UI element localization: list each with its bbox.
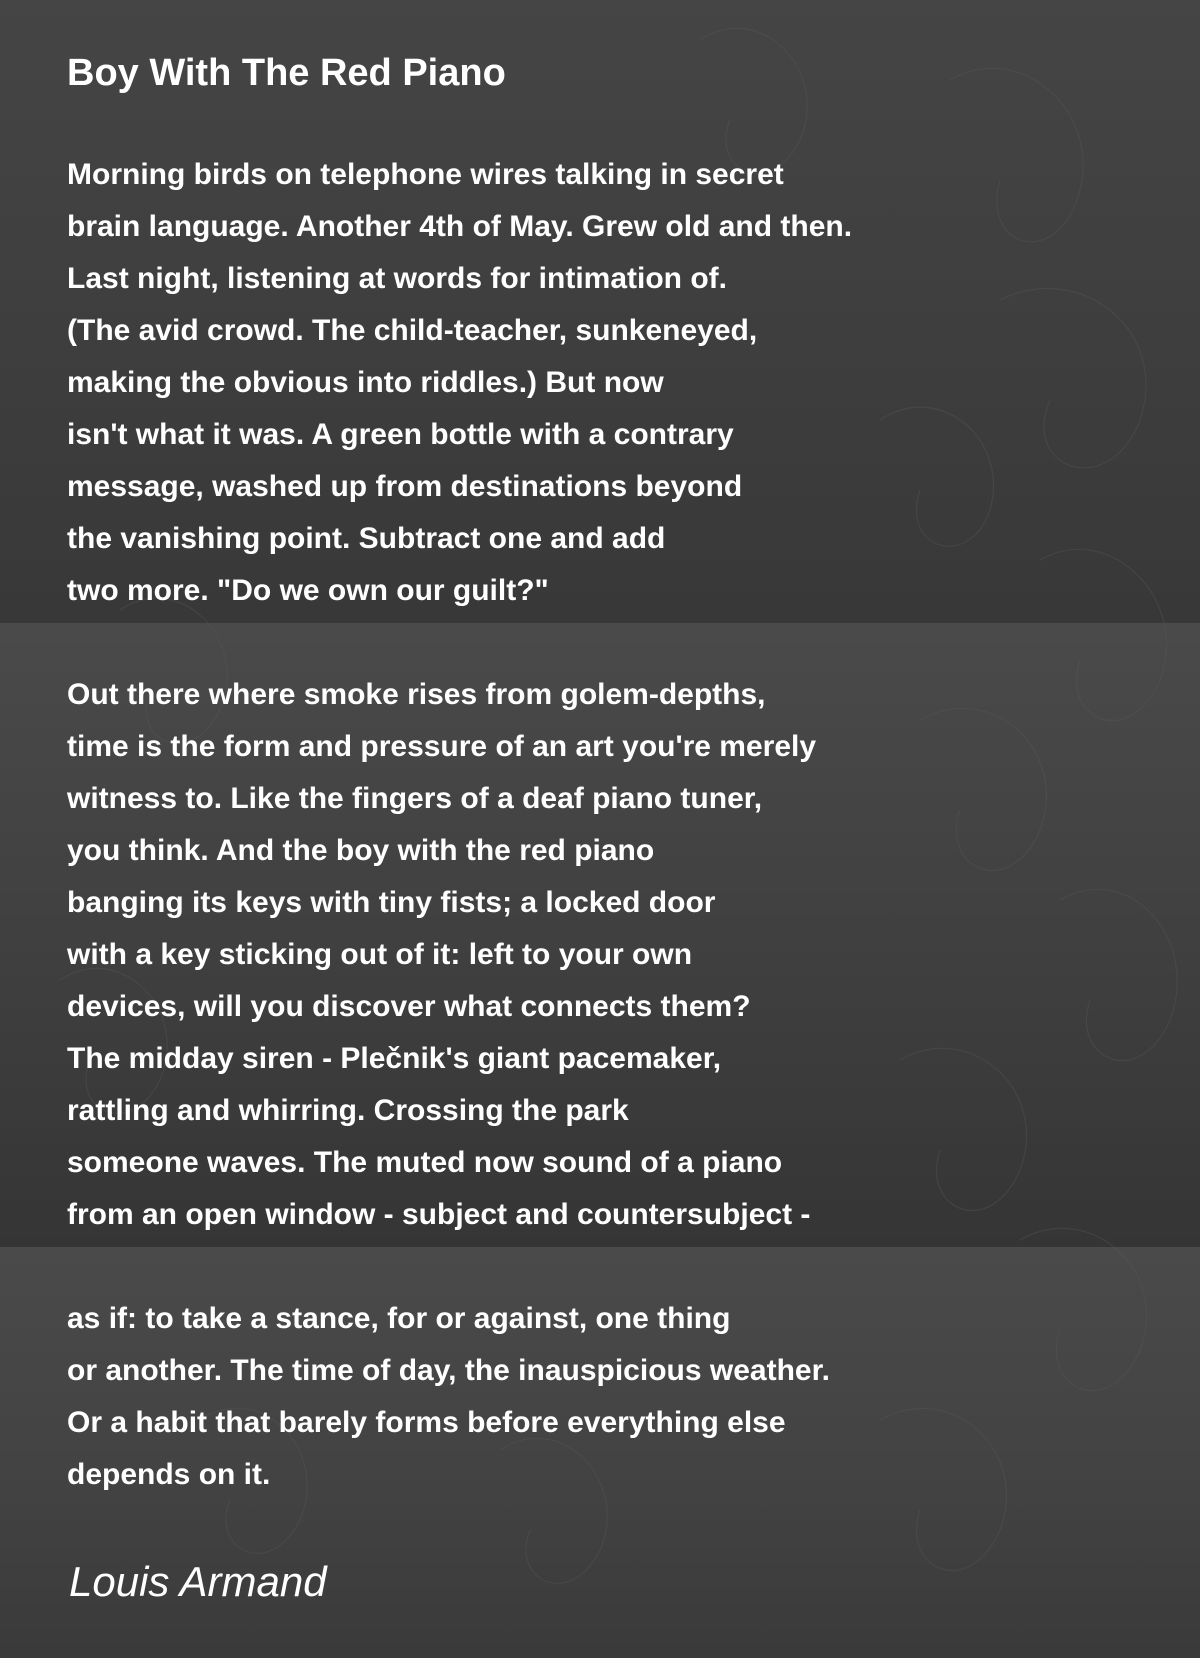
poem-line: The midday siren - Plečnik's giant pacemaker, bbox=[67, 1042, 722, 1075]
poem-line: rattling and whirring. Crossing the park bbox=[67, 1094, 629, 1127]
poem-line: devices, will you discover what connects them? bbox=[67, 990, 751, 1023]
poem-line: Or a habit that barely forms before everything else bbox=[67, 1406, 786, 1439]
stanza-3 bbox=[67, 1293, 830, 1501]
poem-line: depends on it. bbox=[67, 1458, 271, 1491]
poem-line: someone waves. The muted now sound of a piano bbox=[67, 1146, 783, 1179]
stanza-2 bbox=[67, 669, 816, 1241]
poem-line: with a key sticking out of it: left to your own bbox=[67, 938, 693, 971]
poem-line: time is the form and pressure of an art you're merely bbox=[67, 730, 817, 763]
poem-line: or another. The time of day, the inauspicious weather. bbox=[67, 1354, 830, 1387]
poem-line: the vanishing point. Subtract one and add bbox=[67, 522, 666, 555]
poem-line: as if: to take a stance, for or against, one thing bbox=[67, 1302, 731, 1335]
stanza-1 bbox=[67, 149, 852, 617]
poem-line: isn't what it was. A green bottle with a contrary bbox=[67, 418, 734, 451]
poem-line: making the obvious into riddles.) But now bbox=[67, 366, 664, 399]
poem-line: Morning birds on telephone wires talking in secret bbox=[67, 158, 784, 191]
poem-line: brain language. Another 4th of May. Grew old and then. bbox=[67, 210, 853, 243]
poem-title: Boy With The Red Piano bbox=[67, 52, 506, 94]
poem-line: (The avid crowd. The child-teacher, sunkeneyed, bbox=[67, 314, 758, 347]
poem-author: Louis Armand bbox=[69, 1558, 327, 1605]
poem-line: banging its keys with tiny fists; a locked door bbox=[67, 886, 716, 919]
poem-line: from an open window - subject and countersubject - bbox=[67, 1198, 811, 1231]
poem-line: Last night, listening at words for intimation of. bbox=[67, 262, 727, 295]
poem-line: Out there where smoke rises from golem-depths, bbox=[67, 678, 766, 711]
poem-line: message, washed up from destinations beyond bbox=[67, 470, 743, 503]
poem-line: witness to. Like the fingers of a deaf piano tuner, bbox=[67, 782, 763, 815]
poem-line: you think. And the boy with the red piano bbox=[67, 834, 655, 867]
poem-line: two more. "Do we own our guilt?" bbox=[67, 574, 549, 607]
